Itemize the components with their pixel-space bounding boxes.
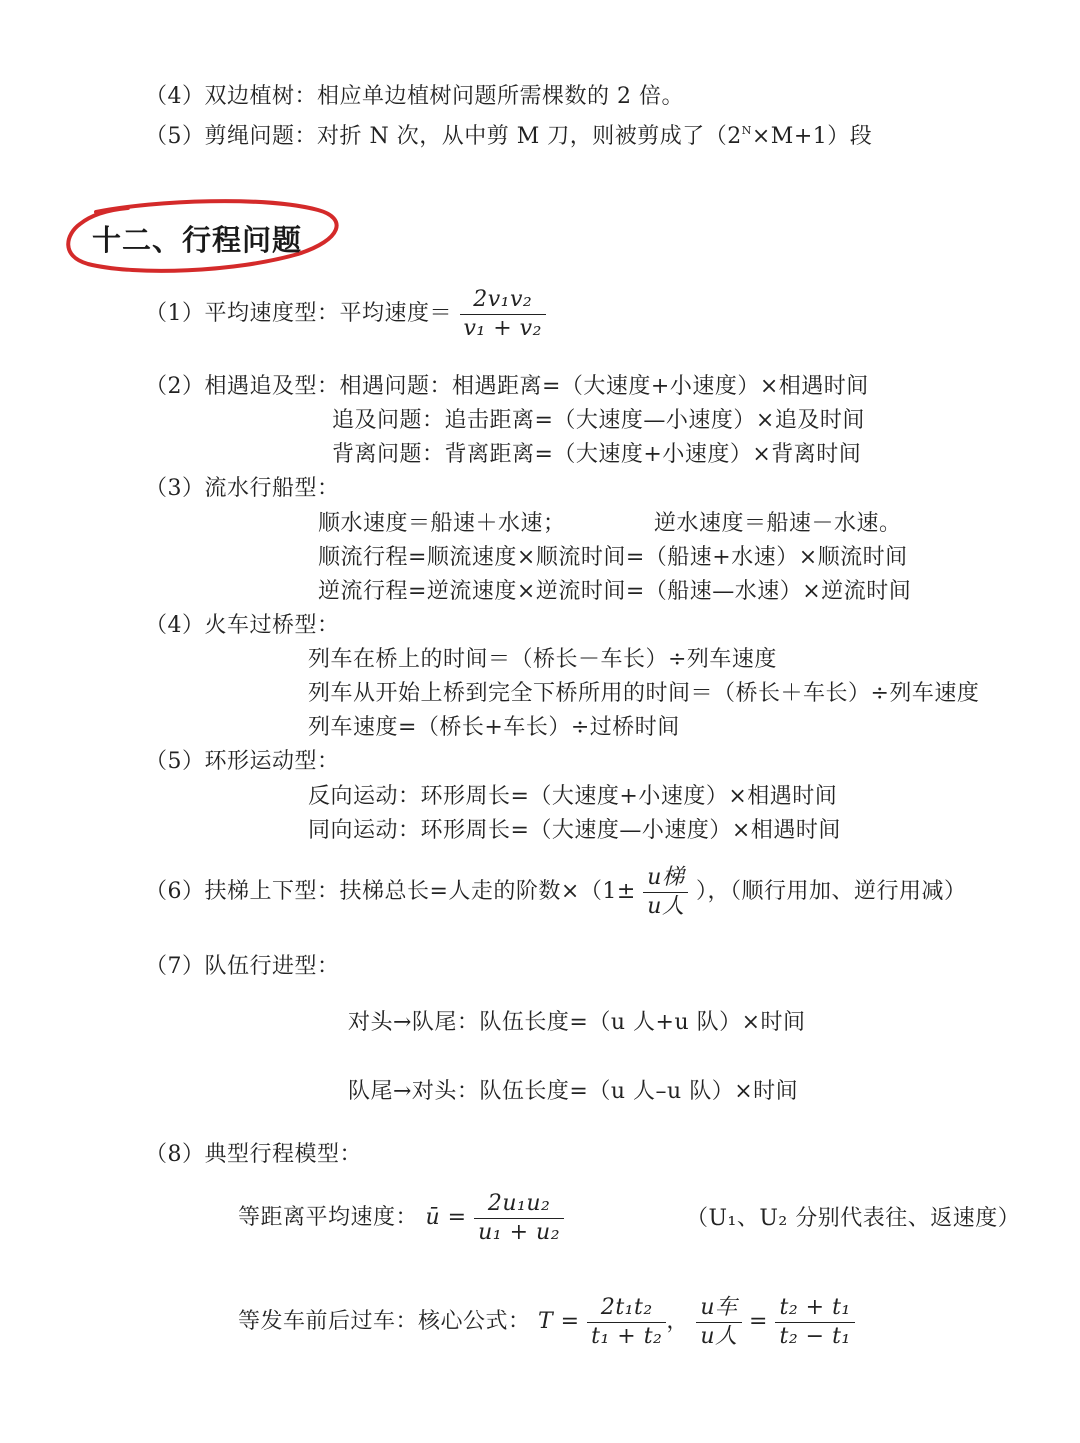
escalator-formula — [145, 862, 966, 922]
eq-dist-numerator: 2u₁u₂ — [487, 1190, 551, 1216]
rule-rope-cutting — [145, 116, 872, 152]
downstream-speed: 顺水速度＝船速＋水速； — [318, 511, 566, 536]
rope-superscript: N — [741, 124, 752, 137]
bus-denominator-2: u人 — [696, 1322, 741, 1351]
meet-problem: （2）相遇追及型：相遇问题：相遇距离=（大速度+小速度）×相遇时间 — [145, 374, 869, 399]
bus-denominator-3: t₂ − t₁ — [775, 1322, 854, 1351]
bus-denominator-1: t₁ + t₂ — [587, 1322, 666, 1351]
upstream-distance: 逆流行程=逆流速度×逆流时间=（船速—水速）×逆流时间 — [318, 579, 912, 604]
escalator-fraction — [643, 864, 688, 921]
escalator-denominator: u人 — [643, 892, 688, 921]
train-heading: （4）火车过桥型： — [145, 613, 340, 638]
bus-numerator-1: 2t₁t₂ — [600, 1294, 653, 1320]
item-average-speed — [145, 284, 546, 344]
head-to-tail: 对头→队尾：队伍长度=（u 人+u 队）×时间 — [348, 1010, 806, 1035]
tail-to-head: 队尾→对头：队伍长度=（u 人–u 队）×时间 — [348, 1079, 799, 1104]
train-speed: 列车速度=（桥长+车长）÷过桥时间 — [308, 715, 680, 740]
bus-lhs: T = — [538, 1309, 580, 1334]
avg-speed-label: （1）平均速度型：平均速度＝ — [145, 301, 452, 326]
upstream-speed: 逆水速度＝船速－水速。 — [654, 511, 902, 536]
queue-heading: （7）队伍行进型： — [145, 954, 340, 979]
bus-fraction-3 — [775, 1294, 854, 1351]
section-title-block — [66, 196, 346, 276]
same-direction: 同向运动：环形周长=（大速度—小速度）×相遇时间 — [308, 818, 841, 843]
opposite-direction: 反向运动：环形周长=（大速度+小速度）×相遇时间 — [308, 784, 838, 809]
downstream-distance: 顺流行程=顺流速度×顺流时间=（船速+水速）×顺流时间 — [318, 545, 908, 570]
rule-double-side-tree: （4）双边植树：相应单边植树问题所需棵数的 2 倍。 — [145, 84, 684, 109]
bus-departure-formula: 等发车前后过车：核心公式： T = $\frac{\text{2t₁t₂}}{\text{t₁ + t₂}}$ ， $\frac{\text{u车}}{\text{u人}}$ = $\frac{\text{t₂ + t₁}}{\text{t₂ − t₁}}$ — [238, 1292, 855, 1352]
eq-dist-denominator: u₁ + u₂ — [474, 1218, 564, 1247]
bus-numerator-3: t₂ + t₁ — [779, 1294, 851, 1320]
boat-heading: （3）流水行船型： — [145, 476, 340, 501]
rope-text-a: （5）剪绳问题：对折 N 次，从中剪 M 刀，则被剪成了（2 — [145, 124, 742, 149]
avg-speed-denominator: v₁ + v₂ — [460, 314, 546, 343]
bus-label: 等发车前后过车：核心公式： — [238, 1309, 531, 1334]
avg-speed-fraction — [460, 286, 546, 343]
bus-equals: = — [749, 1309, 768, 1334]
typical-model-heading: （8）典型行程模型： — [145, 1142, 362, 1167]
train-cross-time: 列车从开始上桥到完全下桥所用的时间＝（桥长＋车长）÷列车速度 — [308, 681, 980, 706]
escalator-text-b: ），（顺行用加、逆行用减） — [695, 879, 967, 904]
apart-problem: 背离问题：背离距离=（大速度+小速度）×背离时间 — [332, 442, 862, 467]
eq-dist-note: （U₁、U₂ 分别代表往、返速度） — [686, 1206, 1021, 1231]
train-on-bridge-time: 列车在桥上的时间＝（桥长－车长）÷列车速度 — [308, 647, 777, 672]
chase-problem: 追及问题：追击距离=（大速度—小速度）×追及时间 — [332, 408, 865, 433]
section-title: 十二、行程问题 — [92, 223, 303, 257]
circular-heading: （5）环形运动型： — [145, 749, 340, 774]
bus-fraction-2 — [696, 1294, 741, 1351]
eq-dist-label: 等距离平均速度： — [238, 1205, 419, 1230]
escalator-numerator: u梯 — [647, 864, 685, 890]
eq-dist-fraction — [474, 1190, 564, 1247]
equal-distance-avg-speed — [238, 1188, 564, 1248]
eq-dist-lhs: ū = — [425, 1205, 467, 1230]
escalator-text-a: （6）扶梯上下型：扶梯总长=人走的阶数×（1± — [145, 879, 636, 904]
rope-text-b: ×M+1）段 — [751, 124, 873, 149]
avg-speed-numerator: 2v₁v₂ — [473, 286, 533, 312]
bus-numerator-2: u车 — [700, 1294, 738, 1320]
bus-fraction-1 — [587, 1294, 666, 1351]
